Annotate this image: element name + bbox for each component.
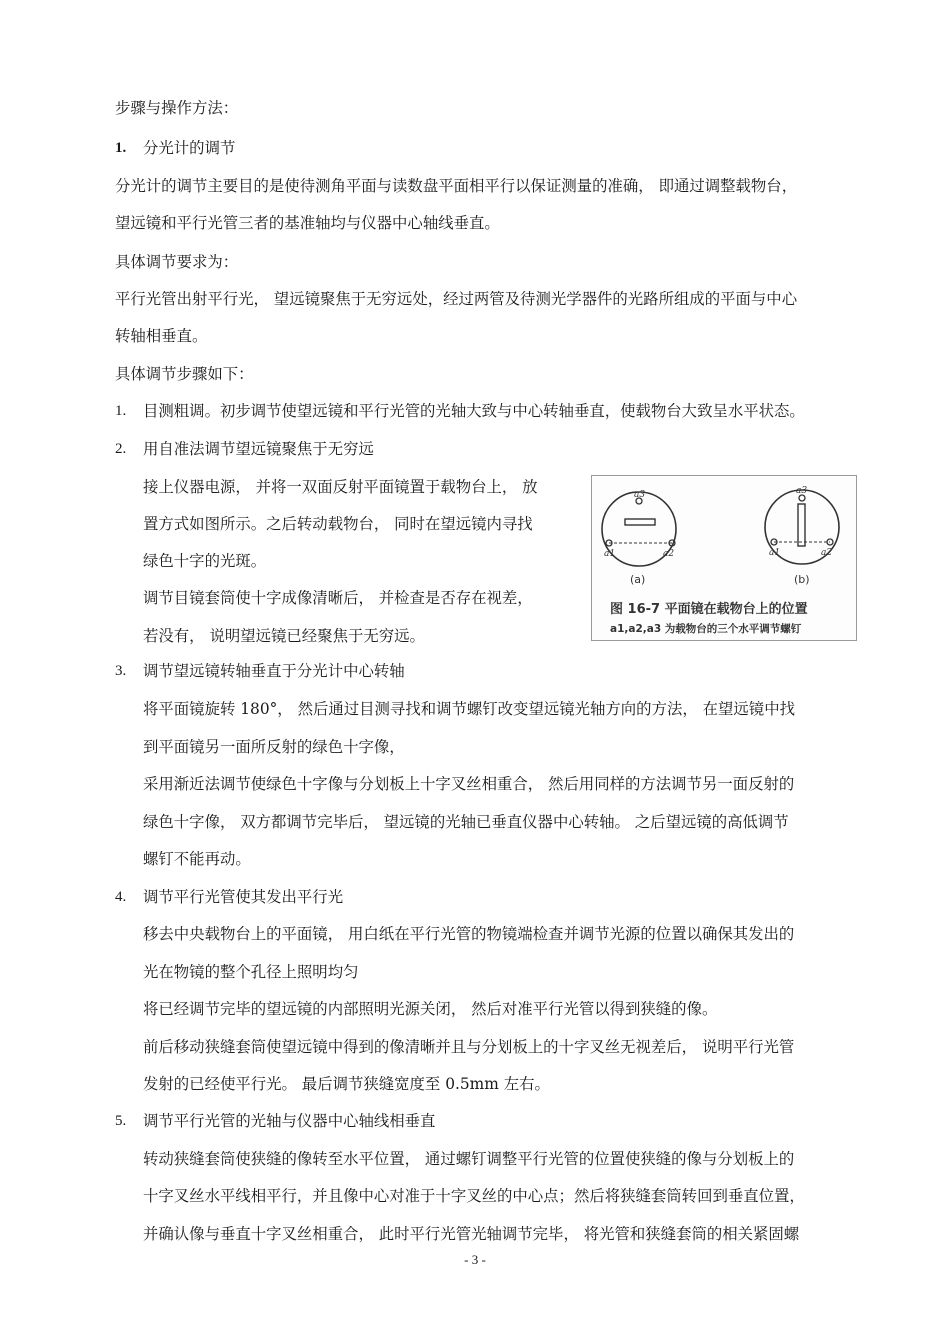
step-body-line: 十字叉丝水平线相平行，并且像中心对准于十字叉丝的中心点；然后将狭缝套筒转回到垂直位置，	[143, 1187, 805, 1205]
steps-heading: 具体调节步骤如下：	[115, 365, 254, 383]
step-title: 调节望远镜转轴垂直于分光计中心转轴	[143, 662, 405, 680]
step-body-line: 接上仪器电源， 并将一双面反射平面镜置于载物台上， 放	[143, 478, 538, 496]
label-a2: a2	[663, 549, 675, 559]
requirement-line: 平行光管出射平行光， 望远镜聚焦于无穷远处，经过两管及待测光学器件的光路所组成的平面与中心	[115, 290, 798, 308]
step-title: 调节平行光管使其发出平行光	[143, 888, 344, 906]
step-body-line: 光在物镜的整个孔径上照明均匀	[143, 963, 359, 981]
figure-drawing	[592, 476, 858, 642]
step-body-line: 绿色十字的光斑。	[143, 552, 267, 570]
step-body-line: 调节目镜套筒使十字成像清晰后， 并检查是否存在视差，	[143, 589, 533, 607]
step-number: 3.	[115, 663, 127, 679]
page-number: - 3 -	[464, 1252, 486, 1267]
label-a: (a)	[630, 573, 646, 586]
step-title: 用自准法调节望远镜聚焦于无穷远	[143, 440, 374, 458]
label-a3: a3	[796, 486, 808, 496]
figure-caption: 图 16-7 平面镜在载物台上的位置	[610, 602, 808, 617]
label-a2: a2	[821, 548, 833, 558]
heading: 步骤与操作方法：	[115, 99, 239, 117]
step-body-line: 采用渐近法调节使绿色十字像与分划板上十字叉丝相重合， 然后用同样的方法调节另一面反射的	[143, 775, 795, 793]
intro-line: 望远镜和平行光管三者的基准轴均与仪器中心轴线垂直。	[115, 214, 500, 232]
step-body-line: 转动狭缝套筒使狭缝的像转至水平位置， 通过螺钉调整平行光管的位置使狭缝的像与分划板上的	[143, 1150, 795, 1168]
figure-note: a1,a2,a3 为载物台的三个水平调节螺钉	[610, 623, 802, 635]
intro-line: 分光计的调节主要目的是使待测角平面与读数盘平面相平行以保证测量的准确， 即通过调整载物台，	[115, 177, 798, 195]
step-body-line: 将已经调节完毕的望远镜的内部照明光源关闭， 然后对准平行光管以得到狭缝的像。	[143, 1000, 718, 1018]
label-a3: a3	[634, 490, 646, 500]
step-body-line: 前后移动狭缝套筒使望远镜中得到的像清晰并且与分划板上的十字叉丝无视差后， 说明平行光管	[143, 1038, 795, 1056]
step-body-line: 将平面镜旋转 180°， 然后通过目测寻找和调节螺钉改变望远镜光轴方向的方法， 在望远镜中找	[143, 700, 795, 718]
mirror-b	[798, 504, 805, 546]
step-number: 5.	[115, 1113, 127, 1129]
label-a1: a1	[604, 549, 616, 559]
label-b: (b)	[794, 573, 810, 586]
mirror-a	[625, 519, 655, 525]
step-body-line: 到平面镜另一面所反射的绿色十字像，	[143, 738, 405, 756]
section-title: 分光计的调节	[143, 139, 236, 157]
step-number: 4.	[115, 889, 127, 905]
step-body-line: 若没有， 说明望远镜已经聚焦于无穷远。	[143, 627, 425, 645]
step-body-line: 发射的已经使平行光。 最后调节狭缝宽度至 0.5mm 左右。	[143, 1075, 550, 1093]
step-body-line: 移去中央载物台上的平面镜， 用白纸在平行光管的物镜端检查并调节光源的位置以确保其发出的	[143, 925, 795, 943]
requirement-heading: 具体调节要求为：	[115, 253, 239, 271]
requirement-line: 转轴相垂直。	[115, 327, 208, 345]
step-number: 2.	[115, 441, 127, 457]
step-title: 调节平行光管的光轴与仪器中心轴线相垂直	[143, 1112, 436, 1130]
label-a1: a1	[769, 548, 781, 558]
step-body-line: 置方式如图所示。之后转动载物台， 同时在望远镜内寻找	[143, 515, 533, 533]
step-body-line: 并确认像与垂直十字叉丝相重合， 此时平行光管光轴调节完毕， 将光管和狭缝套筒的相关紧固螺	[143, 1225, 800, 1243]
step-body-line: 绿色十字像， 双方都调节完毕后， 望远镜的光轴已垂直仪器中心转轴。 之后望远镜的高低调节	[143, 813, 789, 831]
step-title: 目测粗调。初步调节使望远镜和平行光管的光轴大致与中心转轴垂直，使载物台大致呈水平状态。	[143, 402, 805, 420]
step-number: 1.	[115, 403, 127, 419]
section-number: 1.	[115, 140, 127, 156]
step-body-line: 螺钉不能再动。	[143, 850, 251, 868]
mirror-position-figure	[591, 475, 857, 641]
